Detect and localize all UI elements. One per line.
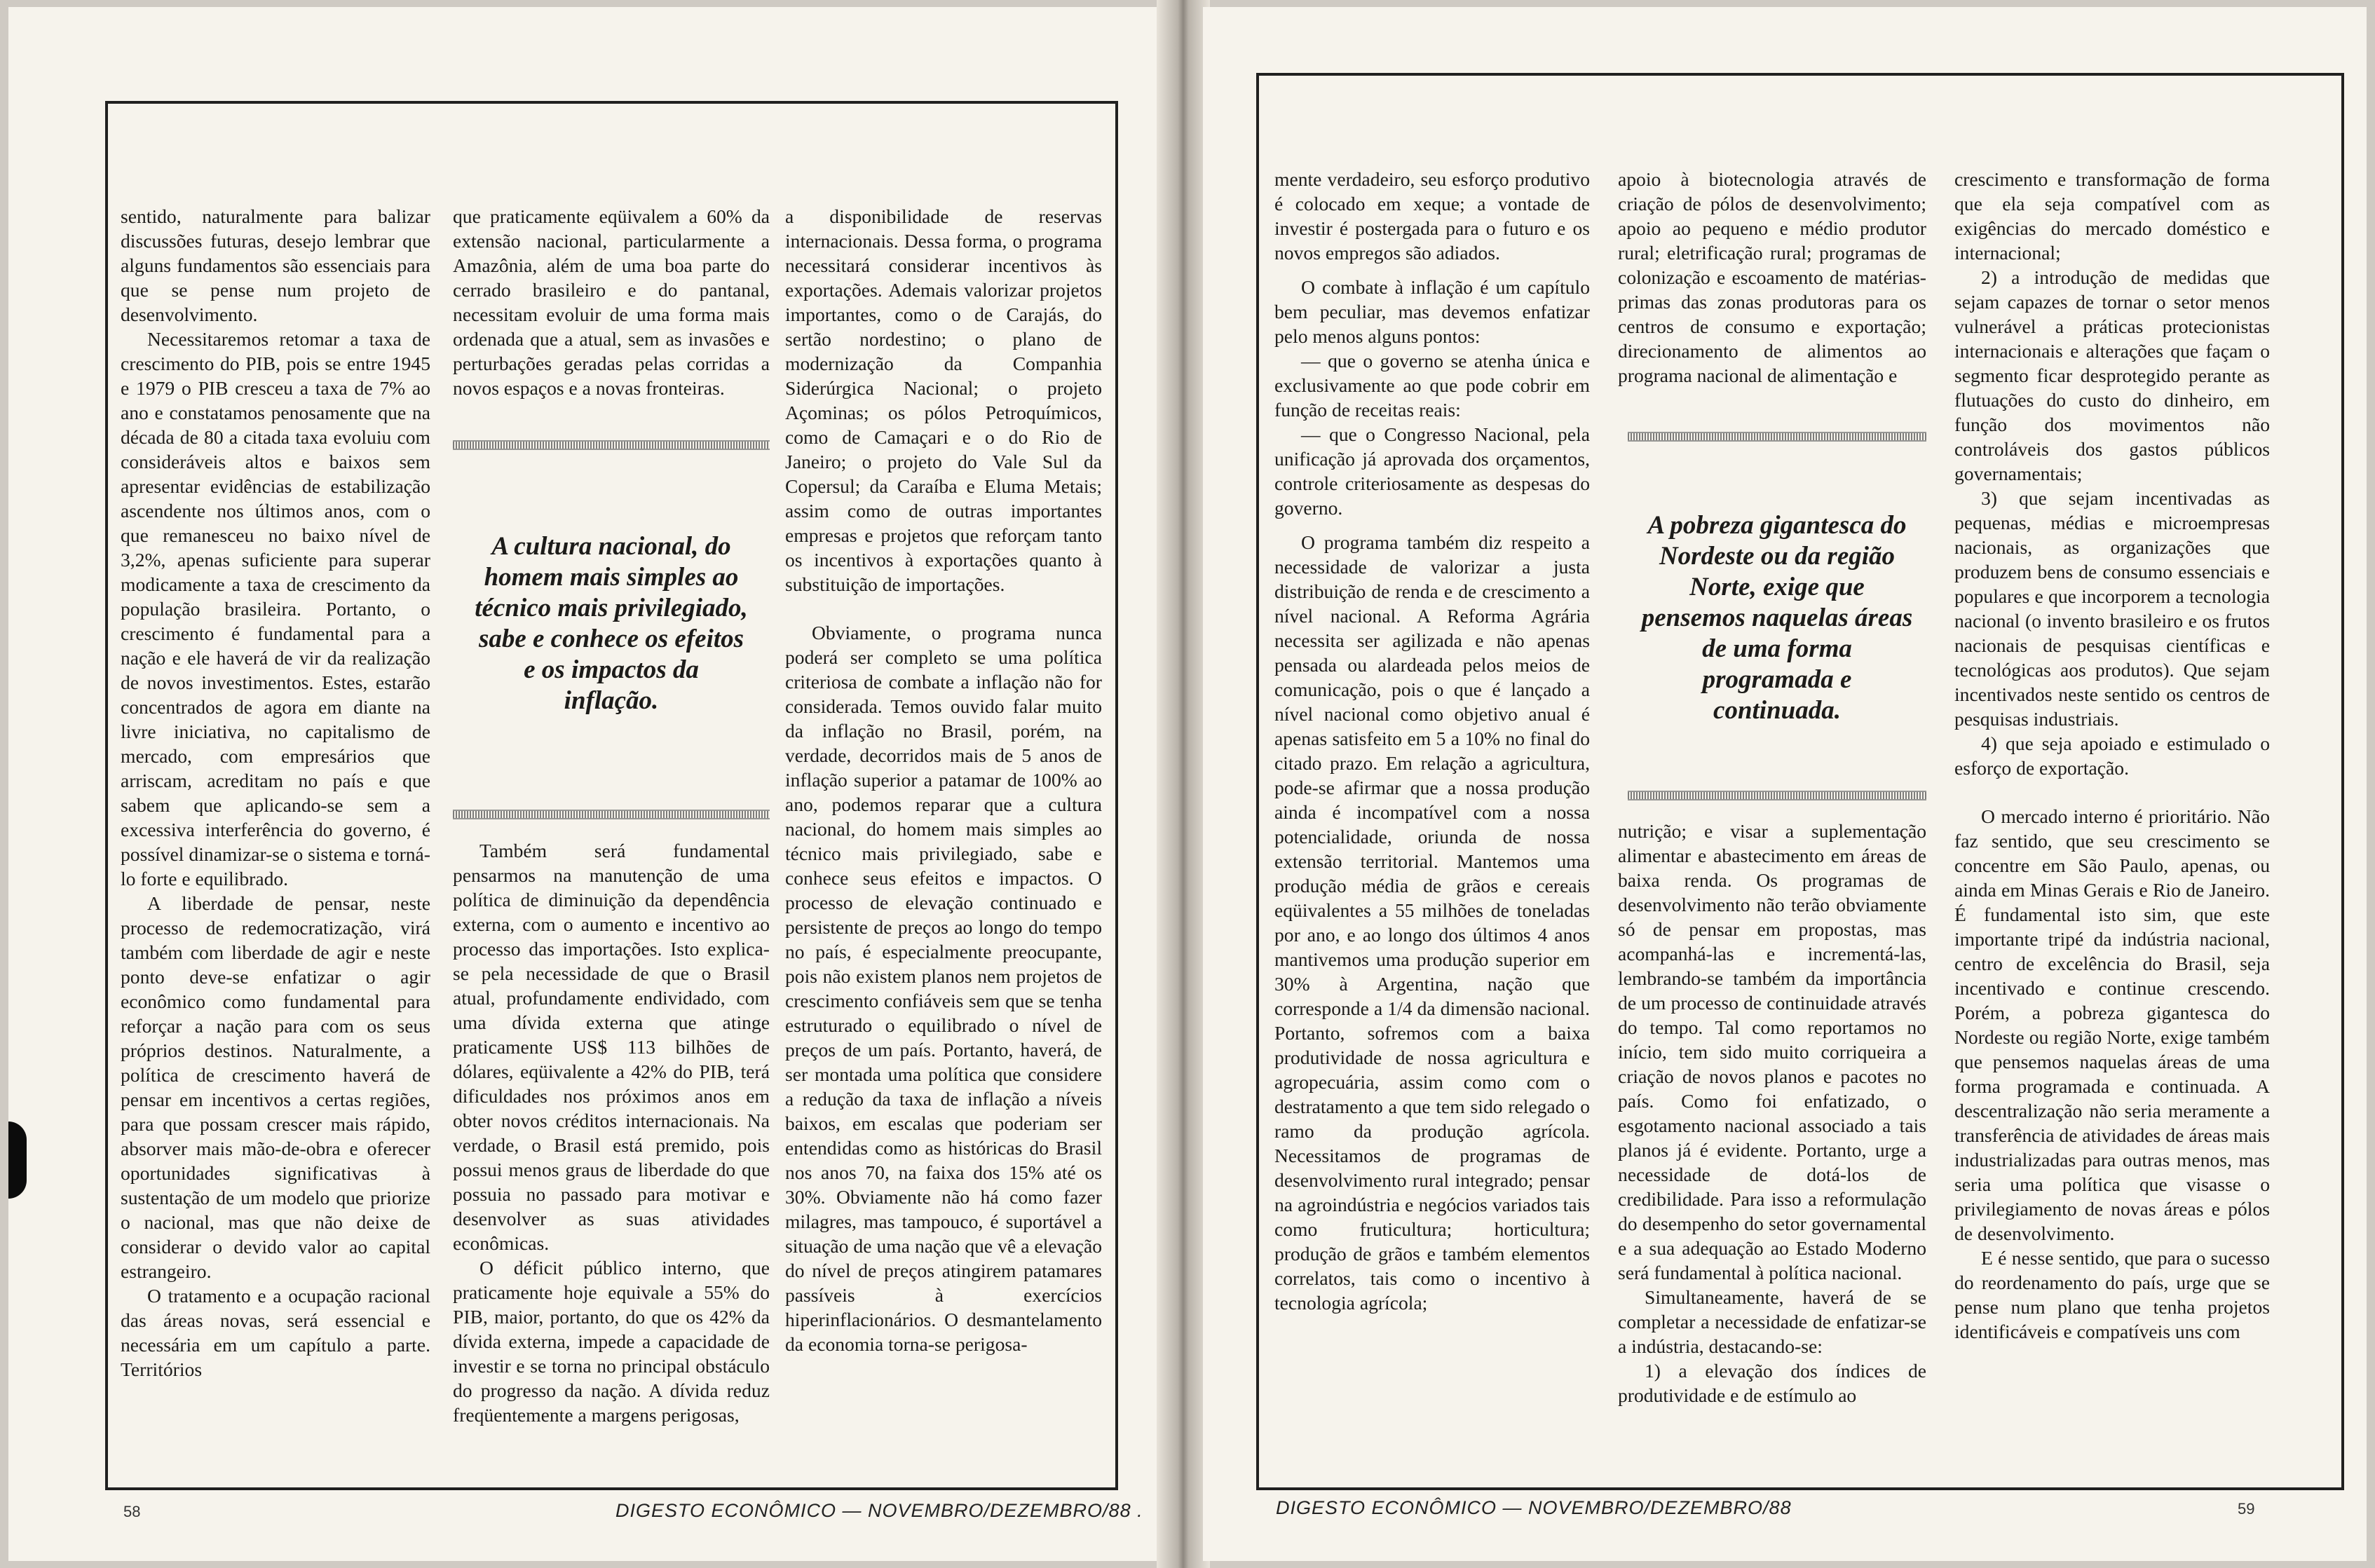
right-column-2-top [1618,167,1926,433]
paragraph: Também será fundamental pensarmos na manutenção de uma política de diminuição da dependência externa, com o aumento e incentivo ao processo das importações. Isto explica-se pela necessidade de que o Brasil atual, profundamente endividado, com uma dívida externa que atinge praticamente US$ 113 bilhões de dólares, eqüivalente a 42% do PIB, terá dificuldades nos próximos anos em obter novos créditos internacionais. Na verdade, o Brasil está premido, pois possui menos graus de liberdade do que possuia no passado para motivar e desenvolver as suas atividades econômicas. [453,840,770,1254]
left-column-1 [121,204,430,1466]
left-column-3 [785,204,1102,1466]
pull-quote: A pobreza gigantesca do Nordeste ou da região Norte, exige que pensemos naquelas áreas de uma forma programada e continuada. [1641,511,1913,725]
left-page [8,7,1164,1561]
paragraph: apoio à biotecnologia através de criação de pólos de desenvolvimento; apoio ao pequeno e médio produtor rural; eletrificação rural; programas de colonização e escoamento de matérias-primas das zonas produtoras para os centros de consumo e exportação; direcionamento de alimentos ao programa nacional de alimentação e [1618,168,1926,386]
right-column-2-bottom [1618,819,1926,1478]
binder-hole [8,1122,27,1199]
pull-quote: A cultura nacional, do homem mais simples ao técnico mais privilegiado, sabe e conhece os efeitos e os impactos da inflação. [475,532,748,715]
paragraph: O tratamento e a ocupação racional das áreas novas, será essencial e necessária em um capítulo a parte. Territórios [121,1285,430,1380]
paragraph: — que o governo se atenha única e exclusivamente ao que pode cobrir em função de receitas reais: [1274,350,1590,421]
paragraph: E é nesse sentido, que para o sucesso do reordenamento do país, urge que se pense num plano que tenha projetos identificáveis e compatíveis uns com [1954,1247,2270,1342]
decorative-rule [1628,791,1926,800]
paragraph: O programa também diz respeito a necessidade de valorizar a justa distribuição de renda e de crescimento a nível nacional. A Reforma Agrária necessita ser agilizada e não apenas pensada ou alardeada pelos meios de comunicação, pois o que é lançado a nível nacional como objetivo anual é apenas satisfeito em 5 a 10% no final do citado prazo. Em relação a agricultura, pode-se afirmar que a nossa produção ainda é incompatível com a nossa potencialidade, oriunda de nossa extensão territorial. Mantemos uma produção média de grãos e cereais eqüivalentes a 55 milhões de toneladas por ano, e ao longo dos últimos 4 anos mantivemos uma produção superior em 30% à Argentina, nação que corresponde a 1/4 da dimensão nacional. Portanto, sofremos com a baixa produtividade de nossa agricultura e agropecuária, assim como com o destratamento a que tem sido relegado o ramo da produção agrícola. Necessitamos de programas de desenvolvimento rural integrado; pensar na agroindústria e negócios variados tais como fruticultura; horticultura; produção de grãos e também elementos correlatos, tais como o incentivo à tecnologia agrícola; [1274,531,1590,1314]
paragraph: 2) a introdução de medidas que sejam capazes de tornar o setor menos vulnerável a práticas protecionistas internacionais e alterações que façam o segmento ficar desprotegido perante as flutuações do custo do dinheiro, em função dos movimentos não controláveis dos gastos públicos governamentais; [1954,266,2270,484]
right-page [1203,7,2367,1561]
paragraph: A liberdade de pensar, neste processo de redemocratização, virá também com liberdade de agir e neste ponto deve-se enfatizar o agir econômico como fundamental para reforçar a nação para com os seus próprios destinos. Naturalmente, a política de crescimento haverá de pensar em incentivos a certas regiões, para que possam crescer mais rápido, absorver mais mão-de-obra e oferecer oportunidades significativas à sustentação de um modelo que priorize o nacional, mas que não deixe de considerar o devido valor ao capital estrangeiro. [121,892,430,1282]
paragraph: O combate à inflação é um capítulo bem peculiar, mas devemos enfatizar pelo menos alguns pontos: [1274,276,1590,347]
paragraph: O déficit público interno, que praticamente hoje equivale a 55% do PIB, maior, portanto, do que os 42% da dívida externa, impede a capacidade de investir e se torna no principal obstáculo do progresso da nação. A dívida reduz freqüentemente a margens perigosas, [453,1257,770,1426]
paragraph: nutrição; e visar a suplementação alimentar e abastecimento em áreas de baixa renda. Os programas de desenvolvimento não terão obviamente só de pensar em propostas, mas acompanhá-las e incrementá-las, lembrando-se também da importância de um processo de continuidade através do tempo. Tal como reportamos no início, tem sido muito corriqueira a criação de novos planos e pacotes no país. Como foi enfatizado, o esgotamento nacional associado a tais planos já é evidente. Portanto, urge a necessidade de dotá-los de credibilidade. Para isso a reformulação do desempenho do setor governamental e a sua adequação ao Estado Moderno será fundamental à política nacional. [1618,820,1926,1283]
page-footer: DIGESTO ECONÔMICO — NOVEMBRO/DEZEMBRO/88 . [615,1500,1143,1521]
paragraph: Necessitaremos retomar a taxa de crescimento do PIB, pois se entre 1945 e 1979 o PIB cresceu a taxa de 7% ao ano e constatamos penosamente que na década de 80 a citada taxa evoluiu com consideráveis altos e baixos sem apresentar evidências de estabilização ascendente nos últimos anos, com o que remanesceu no baixo nível de 3,2%, apenas suficiente para superar modicamente a taxa de crescimento da população brasileira. Portanto, o crescimento é fundamental para a nação e ele haverá de vir da realização de novos investimentos. Estes, estarão concentrados de agora em diante na livre iniciativa, no capitalismo de mercado, com empresários que arriscam, acreditam no país e que sabem que aplicando-se sem a excessiva interferência do governo, é possível dinamizar-se o sistema e torná-lo forte e equilibrado. [121,328,430,889]
paragraph: sentido, naturalmente para balizar discussões futuras, desejo lembrar que alguns fundamentos são essenciais para que se pense num projeto de desenvolvimento. [121,205,430,325]
paragraph: 3) que sejam incentivadas as pequenas, médias e microempresas nacionais, as organizações que produzem bens de consumo essenciais e populares e que incorporem a tecnologia nacional (o invento brasileiro e os frutos nacionais de pesquisas científicas e tecnológicas aos produtos). Que sejam incentivados neste sentido os centros de pesquisas industriais. [1954,487,2270,730]
paragraph: — que o Congresso Nacional, pela unificação já aprovada dos orçamentos, controle criteriosamente as despesas do governo. [1274,423,1590,519]
right-column-1 [1274,167,1590,1471]
page-number: 59 [2238,1500,2255,1518]
book-gutter [1157,0,1210,1568]
paragraph: crescimento e transformação de forma que ela seja compatível com as exigências do mercado doméstico e internacional; [1954,168,2270,264]
left-column-2-top [453,204,770,435]
paragraph: que praticamente eqüivalem a 60% da extensão nacional, particularmente a Amazônia, além de uma boa parte do cerrado brasileiro e do pantanal, necessitam evoluir de uma forma mais ordenada que a atual, sem as invasões e perturbações geradas pelas corridas a novos espaços e a novas fronteiras. [453,205,770,399]
right-column-3 [1954,167,2270,1471]
paragraph: Obviamente, o programa nunca poderá ser completo se uma política criteriosa de combate a inflação não for considerada. Temos ouvido falar muito da inflação no Brasil, porém, na verdade, decorridos mais de 5 anos de inflação superior a patamar de 100% ao ano, podemos reparar que a cultura nacional, do homem mais simples ao técnico mais privilegiado, sabe e conhece seus efeitos e impactos. O processo de elevação continuado e persistente de preços ao longo do tempo no país, é especialmente preocupante, pois não existem planos nem projetos de crescimento confiáveis sem que se tenha estruturado o equilibrado o nível de preços de um país. Portanto, haverá, de ser montada uma política que considere a redução da taxa de inflação a níveis baixos, em escalas que poderiam ser entendidas como as históricas do Brasil nos anos 70, na faixa dos 15% até os 30%. Obviamente não há como fazer milagres, mas tampouco, é suportável a situação de uma nação que vê a elevação do nível de preços atingirem patamares passíveis à exercícios hiperinflacionários. O desmantelamento da economia torna-se perigosa- [785,622,1102,1355]
decorative-rule [1628,432,1926,442]
paragraph: 4) que seja apoiado e estimulado o esforço de exportação. [1954,732,2270,779]
paragraph: Simultaneamente, haverá de se completar a necessidade de enfatizar-se a indústria, destacando-se: [1618,1286,1926,1357]
page-number: 58 [123,1503,141,1520]
left-column-2-bottom [453,838,770,1483]
page-footer: DIGESTO ECONÔMICO — NOVEMBRO/DEZEMBRO/88 [1276,1497,1792,1518]
paragraph: mente verdadeiro, seu esforço produtivo é colocado em xeque; a vontade de investir é postergada para o futuro e os novos empregos são adiados. [1274,168,1590,264]
paragraph: 1) a elevação dos índices de produtividade e de estímulo ao [1618,1360,1926,1406]
decorative-rule [453,810,770,819]
paragraph: a disponibilidade de reservas internacionais. Dessa forma, o programa necessitará considerar incentivos às exportações. Ademais valorizar projetos importantes, como o de Carajás, do sertão nordestino; o plano de modernização da Companhia Siderúrgica Nacional; o projeto Açominas; os pólos Petroquímicos, como de Camaçari e o do Rio de Janeiro; o projeto do Vale Sul da Copersul; da Caraíba e Eluma Metais; assim como de outras importantes empresas e projetos que reforçam tanto os incentivos à exportações quanto à substituição de importações. [785,205,1102,595]
decorative-rule [453,440,770,450]
paragraph: O mercado interno é prioritário. Não faz sentido, que seu crescimento se concentre em São Paulo, apenas, ou ainda em Minas Gerais e Rio de Janeiro. É fundamental isto sim, que este importante tripé da indústria nacional, centro de excelência do Brasil, seja incentivado e continue crescendo. Porém, a pobreza gigantesca do Nordeste ou região Norte, exige também que pensemos naquelas áreas de uma forma programada e continuada. A descentralização não seria meramente a transferência de atividades de áreas mais industrializadas para outras menos, mas seria uma política que visasse o privilegiamento de novas áreas e pólos de desenvolvimento. [1954,805,2270,1244]
